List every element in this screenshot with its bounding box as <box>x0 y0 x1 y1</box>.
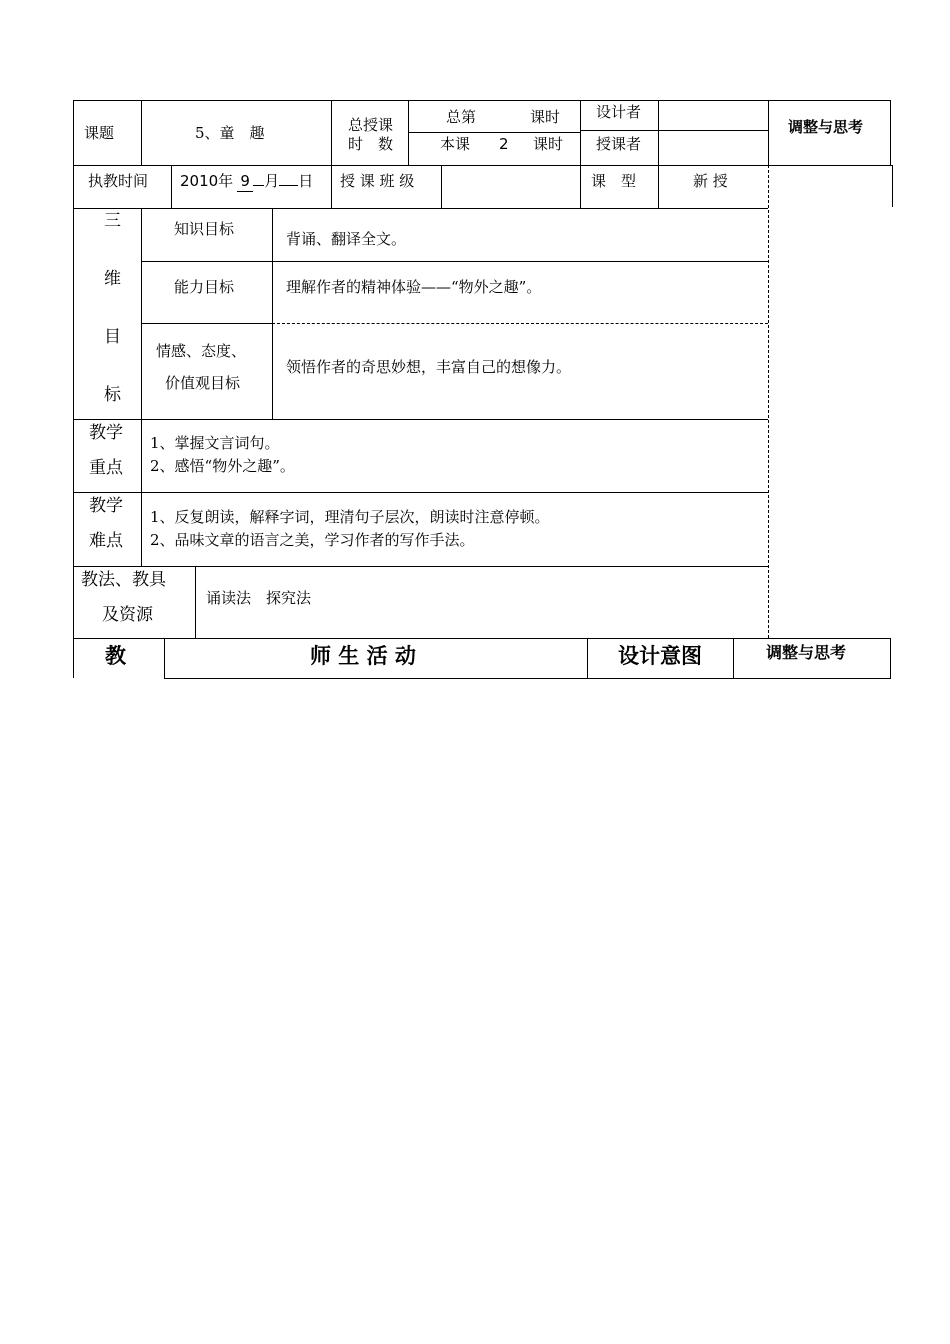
knowledge-objective-label: 知识目标 <box>174 220 235 238</box>
designer-label: 设计者 <box>596 103 642 121</box>
key-points-label-line2: 重点 <box>89 458 123 478</box>
methods-label-line1: 教法、教具 <box>81 570 166 590</box>
bottom-header-design-intent: 设计意图 <box>618 644 702 668</box>
date-day-value <box>279 185 298 186</box>
ability-objective-label: 能力目标 <box>174 278 235 296</box>
key-point-item-2: 2、感悟“物外之趣”。 <box>150 457 295 475</box>
teaching-date <box>180 171 313 192</box>
key-points-label-line1: 教学 <box>89 423 123 443</box>
knowledge-objective-text: 背诵、翻译全文。 <box>286 230 407 248</box>
difficulties-label-line2: 难点 <box>89 531 123 551</box>
this-lesson-value: 2 <box>499 135 509 153</box>
bottom-header-teach: 教 <box>105 644 126 668</box>
ability-objective-text: 理解作者的精神体验——“物外之趣”。 <box>286 278 542 296</box>
methods-label-line2: 及资源 <box>102 605 153 625</box>
emotion-objective-label-line2: 价值观目标 <box>165 374 241 392</box>
key-point-item-1: 1、掌握文言词句。 <box>150 434 280 452</box>
difficulty-item-2: 2、品味文章的语言之美，学习作者的写作手法。 <box>150 531 475 549</box>
emotion-objective-text: 领悟作者的奇思妙想，丰富自己的想像力。 <box>286 358 572 376</box>
objectives-section-char-1: 三 <box>104 211 121 231</box>
this-lesson-suffix: 课时 <box>533 135 564 153</box>
bottom-header-activities: 师 生 活 动 <box>310 644 416 668</box>
date-month-value: 9 <box>237 171 253 192</box>
topic-label: 课题 <box>84 124 115 142</box>
objectives-section-char-3: 目 <box>104 327 121 347</box>
class-label: 授 课 班 级 <box>340 172 415 190</box>
total-suffix: 课时 <box>530 108 561 126</box>
methods-value: 诵读法 探究法 <box>206 589 312 607</box>
objectives-section-char-2: 维 <box>104 269 121 289</box>
this-lesson-prefix: 本课 <box>440 135 471 153</box>
teacher-label: 授课者 <box>596 135 642 153</box>
total-hours-label-line1: 总授课 <box>348 116 394 134</box>
adjust-label: 调整与思考 <box>788 118 864 136</box>
difficulty-item-1: 1、反复朗读，解释字词，理清句子层次，朗读时注意停顿。 <box>150 508 550 526</box>
date-month-unit: 月 <box>264 172 280 190</box>
difficulties-label-line1: 教学 <box>89 496 123 516</box>
date-year: 2010年 <box>180 172 234 190</box>
total-prefix: 总第 <box>446 108 477 126</box>
bottom-header-adjust: 调整与思考 <box>766 643 847 662</box>
date-day-unit: 日 <box>298 172 314 190</box>
lesson-type-label: 课 型 <box>591 172 637 190</box>
emotion-objective-label-line1: 情感、态度、 <box>156 342 247 360</box>
teaching-time-label: 执教时间 <box>88 172 149 190</box>
total-hours-label-line2: 时 数 <box>348 135 394 153</box>
topic-value: 5、童 趣 <box>195 124 265 142</box>
lesson-type-value: 新 授 <box>693 172 728 190</box>
objectives-section-char-4: 标 <box>104 385 121 405</box>
